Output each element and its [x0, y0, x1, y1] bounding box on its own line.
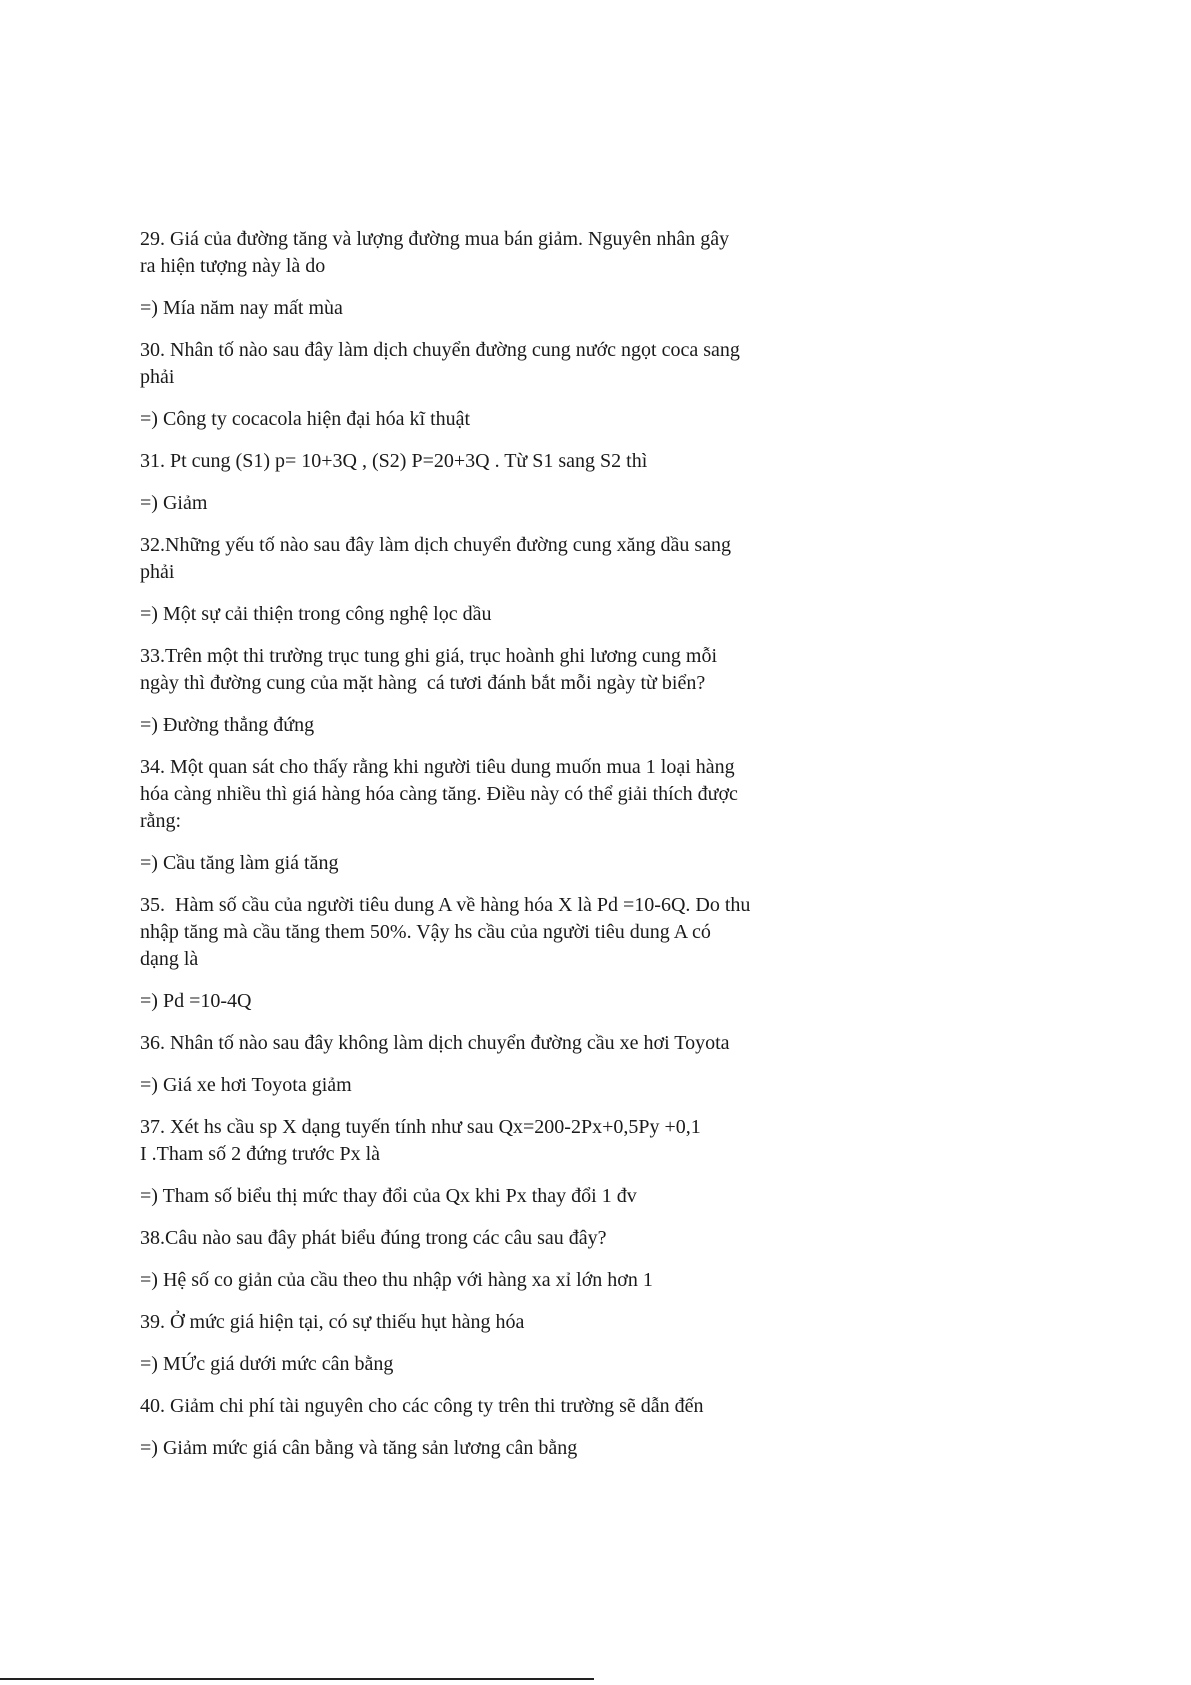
question-text: 32.Những yếu tố nào sau đây làm dịch chuyển đường cung xăng dầu sang phải	[140, 534, 732, 583]
question-text: 29. Giá của đường tăng và lượng đường mua bán giảm. Nguyên nhân gây ra hiện tượng này là do	[140, 228, 730, 277]
answer-text: =) Pd =10-4Q	[140, 990, 252, 1012]
answer-text: =) Giá xe hơi Toyota giảm	[140, 1074, 352, 1096]
qa-item-32	[140, 532, 800, 628]
question-text: 38.Câu nào sau đây phát biểu đúng trong các câu sau đây?	[140, 1227, 607, 1249]
qa-item-37	[140, 1114, 800, 1210]
answer-text: =) Giảm mức giá cân bằng và tăng sản lương cân bằng	[140, 1437, 578, 1459]
question-text: 37. Xét hs cầu sp X dạng tuyến tính như sau Qx=200-2Px+0,5Py +0,1 I .Tham số 2 đứng trước Px là	[140, 1116, 701, 1165]
qa-item-33	[140, 643, 800, 739]
answer-text: =) Tham số biểu thị mức thay đổi của Qx khi Px thay đổi 1 đv	[140, 1185, 637, 1207]
question-text: 36. Nhân tố nào sau đây không làm dịch chuyển đường cầu xe hơi Toyota	[140, 1032, 730, 1054]
answer-text: =) Giảm	[140, 492, 208, 514]
question-text: 30. Nhân tố nào sau đây làm dịch chuyển đường cung nước ngọt coca sang phải	[140, 339, 740, 388]
question-text: 39. Ở mức giá hiện tại, có sự thiếu hụt hàng hóa	[140, 1311, 525, 1333]
question-text: 40. Giảm chi phí tài nguyên cho các công ty trên thi trường sẽ dẫn đến	[140, 1395, 704, 1417]
question-text: 33.Trên một thi trường trục tung ghi giá, trục hoành ghi lương cung mỗi ngày thì đường cung của mặt hàng cá tươi đánh bắt mỗi ngày từ biển?	[140, 645, 718, 694]
qa-item-29	[140, 226, 800, 322]
qa-item-38	[140, 1225, 800, 1294]
qa-item-35	[140, 892, 800, 1015]
answer-text: =) Hệ số co giản của cầu theo thu nhập với hàng xa xỉ lớn hơn 1	[140, 1269, 653, 1291]
qa-item-31	[140, 448, 800, 517]
question-text: 31. Pt cung (S1) p= 10+3Q , (S2) P=20+3Q . Từ S1 sang S2 thì	[140, 450, 648, 472]
qa-item-40	[140, 1393, 800, 1462]
question-text: 35. Hàm số cầu của người tiêu dung A về hàng hóa X là Pd =10-6Q. Do thu nhập tăng mà cầu tăng them 50%. Vậy hs cầu của người tiêu dung A có dạng là	[140, 894, 751, 970]
answer-text: =) Cầu tăng làm giá tăng	[140, 852, 339, 874]
qa-list	[140, 226, 800, 1477]
answer-text: =) Công ty cocacola hiện đại hóa kĩ thuật	[140, 408, 471, 430]
qa-item-36	[140, 1030, 800, 1099]
qa-item-34	[140, 754, 800, 877]
footer-rule	[0, 1678, 594, 1680]
answer-text: =) Mía năm nay mất mùa	[140, 297, 343, 319]
qa-item-39	[140, 1309, 800, 1378]
answer-text: =) Đường thẳng đứng	[140, 714, 315, 736]
answer-text: =) MỨc giá dưới mức cân bằng	[140, 1353, 394, 1375]
answer-text: =) Một sự cải thiện trong công nghệ lọc dầu	[140, 603, 492, 625]
question-text: 34. Một quan sát cho thấy rằng khi người tiêu dung muốn mua 1 loại hàng hóa càng nhiều thì giá hàng hóa càng tăng. Điều này có thể giải thích được rằng:	[140, 756, 738, 832]
qa-item-30	[140, 337, 800, 433]
